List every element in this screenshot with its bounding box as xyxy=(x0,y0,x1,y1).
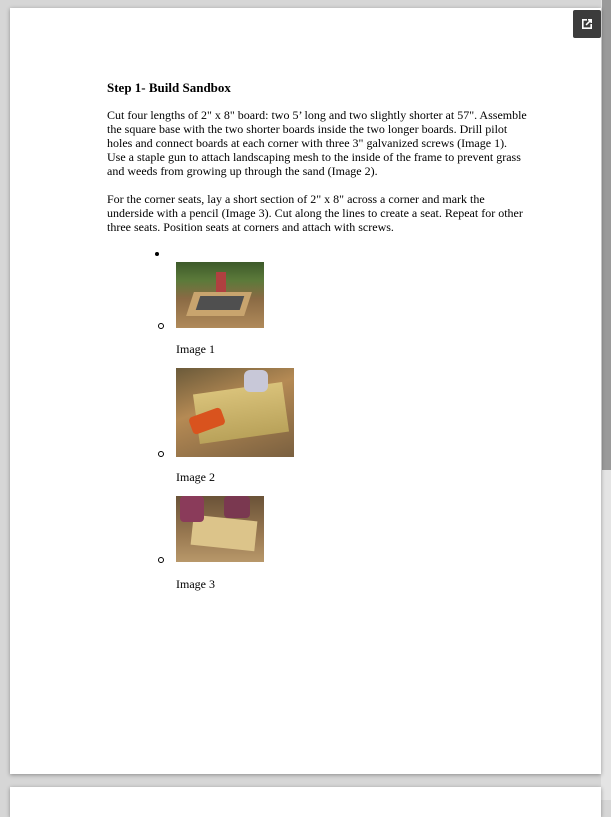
document-page xyxy=(10,8,601,774)
list-bullet xyxy=(155,252,159,256)
figure-image-3 xyxy=(176,496,264,562)
list-circle-1 xyxy=(158,323,164,329)
popout-icon xyxy=(579,16,595,32)
page-content xyxy=(107,80,527,591)
paragraph-1: Cut four lengths of 2" x 8" board: two 5’ long and two slightly shorter at 57". Assemble the square base with the two shorter boards inside the two longer boards. Drill pilot holes and connect boards at each corner with three 3" galvanized screws (Image 1). Use a staple gun to attach landscaping mesh to the inside of the frame to prevent grass and weeds from growing up through the sand (Image 2). xyxy=(107,108,527,178)
sandbox-frame-photo xyxy=(176,262,264,328)
popout-button[interactable] xyxy=(573,10,601,38)
figure-image-2 xyxy=(176,368,294,457)
figure-image-1 xyxy=(176,262,264,328)
next-page xyxy=(10,787,601,817)
drilling-photo xyxy=(176,368,294,457)
list-circle-3 xyxy=(158,557,164,563)
paragraph-2: For the corner seats, lay a short section of 2" x 8" across a corner and mark the underside with a pencil (Image 3). Cut along the lines to create a seat. Repeat for other three seats. Position seats at corners and attach with screws. xyxy=(107,192,523,234)
scrollbar-thumb[interactable] xyxy=(602,0,611,470)
list-circle-2 xyxy=(158,451,164,457)
figure-caption-2: Image 2 xyxy=(176,470,215,484)
figure-caption-1: Image 1 xyxy=(176,342,215,356)
figure-caption-3: Image 3 xyxy=(176,577,215,591)
marking-board-photo xyxy=(176,496,264,562)
step-heading: Step 1- Build Sandbox xyxy=(107,80,231,95)
